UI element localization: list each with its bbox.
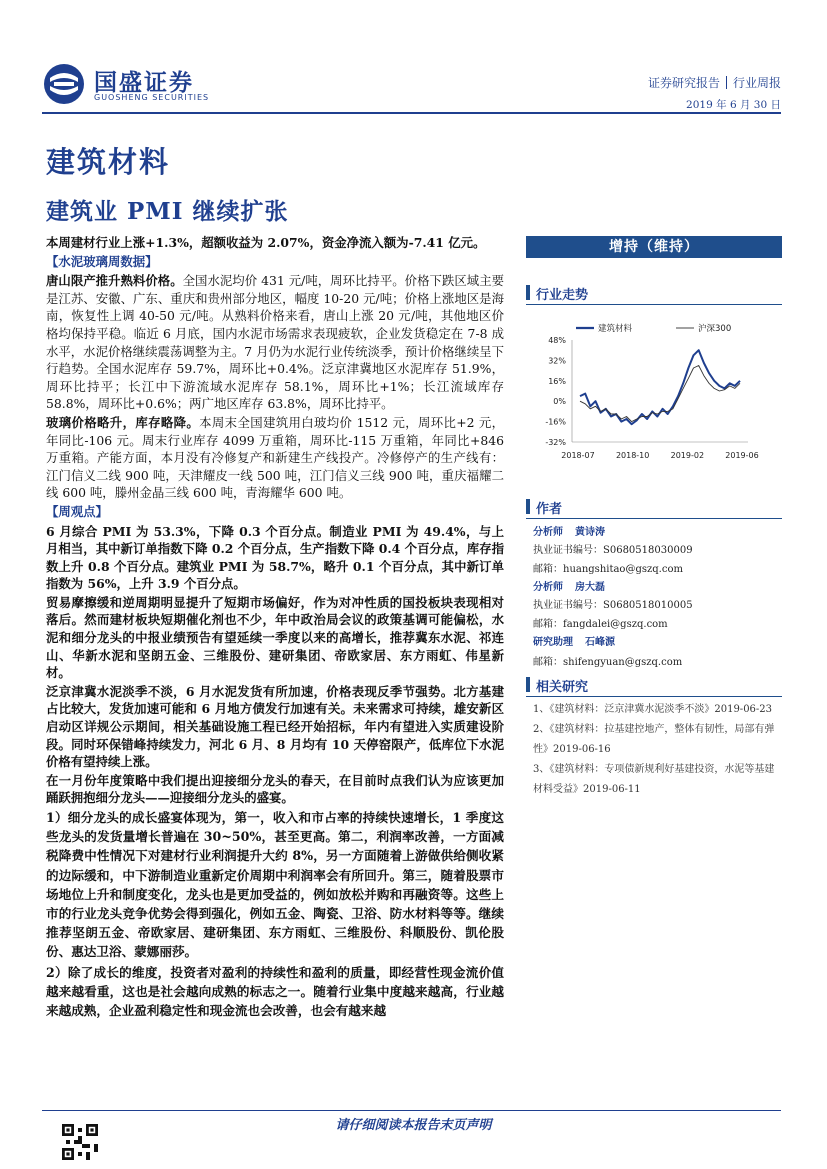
report-headline: 建筑业 PMI 继续扩张 — [46, 198, 289, 225]
y-tick-label: 0% — [553, 397, 566, 407]
industry-trend-chart — [526, 318, 782, 468]
section-view: 【周观点】 — [46, 503, 108, 519]
brand-name: 国盛证券 — [94, 69, 194, 96]
y-tick-label: -16% — [545, 417, 566, 427]
cement-text: 全国水泥均价 431 元/吨，周环比持平。价格下跌区域主要是江苏、安徽、广东、重庆和贵州部分地区，幅度 10-20 元/吨；价格上涨地区是海南，恢复性上调 40-50 元/吨。从熟料价格来看，唐山上涨 20 元/吨，其他地区价格均保持平稳。临近 6 月底，国内水泥市场需求表现疲软，企业发货稳定在 7-8 成水平，水泥价格继续震荡调整为主。7 月仍为水泥行业传统淡季，预计价格继续呈下行趋势。全国水泥库存 59.7%，周环比+0.4%。泛京津冀地区水泥库存 51.9%，周环比持平；长江中下游流域水泥库存 58.1%，周环比+1%；长江流域库存 58.8%，周环比+0.6%；两广地区库存 63.8%，周环比持平。 — [46, 273, 505, 412]
view-paragraph: 在一月份年度策略中我们提出迎接细分龙头的春天，在目前时点我们认为应该更加踊跃拥抱细分龙头——迎接细分龙头的盛宴。 — [46, 772, 504, 806]
analyst-cert: 执业证书编号：S0680518010005 — [533, 600, 693, 611]
rating-badge: 增持（维持） — [526, 236, 782, 258]
analyst-email: 邮箱：huangshitao@gszq.com — [533, 564, 683, 575]
report-type-header — [648, 74, 781, 91]
report-category: 行业周报 — [732, 76, 781, 90]
authors-header — [526, 496, 782, 519]
glass-text: 本周末全国建筑用白玻均价 1512 元，周环比+2 元，年同比-106 元。周末行业库存 4099 万重箱，周环比-115 万重箱，年同比+846 万重箱。产能方面，本月没有冷修复产和新建生产线投产。冷修停产的生产线有：江门信义二线 900 吨，天津耀皮一线 500 吨，江门信义三线 900 吨，重庆福耀二线 600 吨，滕州金晶三线 600 吨，青海耀华 600 吨。 — [46, 414, 504, 501]
analyst-block — [533, 527, 783, 576]
analyst-role: 研究助理 — [533, 637, 573, 648]
analyst-cert: 执业证书编号：S0680518030009 — [533, 545, 693, 556]
analyst-name: 石峰源 — [585, 637, 615, 648]
header-separator — [726, 76, 727, 89]
legend-label: 沪深300 — [698, 324, 732, 334]
analyst-email: 邮箱：fangdalei@gszq.com — [533, 619, 668, 630]
brand-logo — [42, 62, 242, 106]
x-tick-label: 2019-06 — [725, 451, 759, 460]
related-header — [526, 674, 782, 697]
analyst-name: 黄诗涛 — [575, 527, 605, 538]
legend-label: 建筑材料 — [598, 324, 633, 334]
related-title: 相关研究 — [536, 680, 589, 695]
footer-rule — [42, 1110, 781, 1111]
x-tick-label: 2018-07 — [561, 451, 595, 460]
view-paragraph: 2）除了成长的维度，投资者对盈利的持续性和盈利的质量，即经营性现金流价值越来越看重，这也是社会越向成熟的标志之一。随着行业集中度越来越高，行业越来越成熟，企业盈利稳定性和现金流也会改善，也会有越来越 — [46, 964, 504, 1019]
header-rule — [42, 112, 781, 114]
analyst-role: 分析师 — [533, 582, 563, 593]
view-paragraph: 1）细分龙头的成长盛宴体现为，第一，收入和市占率的持续快速增长，1 季度这些龙头的发货量增长普遍在 30~50%，甚至更高。第二，利润率改善，一方面减税降费中性情况下对建材行业利润提升大约 8%，另一方面随着上游做供给侧收紧的边际缓和，中下游制造业重新定价周期中利润率会有所回升。第三，随着股票市场地位上升和制度变化，龙头也是更加受益的，例如放松并购和再融资等。这些上市的行业龙头竞争优势会得到强化，例如五金、陶瓷、卫浴、防水材料等等。继续推荐坚朗五金、帝欧家居、建研集团、东方雨虹、三维股份、科顺股份、凯伦股份、惠达卫浴、蒙娜丽莎。 — [46, 810, 504, 960]
summary-paragraph: 本周建材行业上涨+1.3%，超额收益为 2.07%，资金净流入额为-7.41 亿元。 — [46, 235, 486, 250]
analyst-block — [533, 637, 783, 669]
cement-paragraph — [46, 272, 504, 413]
view-paragraph: 贸易摩擦缓和逆周期明显提升了短期市场偏好，作为对冲性质的国投板块表现相对落后。然而建材板块短期催化剂也不少，年中政治局会议的政策基调可能偏松，水泥和细分龙头的中报业绩预告有望延续一季度以来的高增长，推荐冀东水泥、祁连山、华新水泥和坚朗五金、三维股份、建研集团、帝欧家居、东方雨虹、伟星新材。 — [46, 594, 504, 681]
y-tick-label: -32% — [545, 438, 566, 447]
qr-code-icon — [62, 1124, 98, 1160]
cement-lead: 唐山限产推升熟料价格。 — [46, 273, 183, 289]
industry-title: 建筑材料 — [46, 145, 171, 179]
y-tick-label: 16% — [548, 376, 566, 386]
report-type: 证券研究报告 — [647, 76, 720, 90]
y-tick-label: 32% — [548, 356, 566, 366]
authors-title: 作者 — [536, 502, 563, 517]
related-item[interactable]: 3、《建筑材料：专项债新规利好基建投资，水泥等基建材料受益》2019-06-11 — [533, 764, 775, 795]
x-tick-label: 2019-02 — [670, 451, 705, 460]
main-body — [46, 234, 504, 1021]
brand-subtitle: GUOSHENG SECURITIES — [94, 93, 210, 102]
related-list — [533, 700, 783, 800]
guosheng-logo-icon — [42, 62, 86, 106]
analyst-email: 邮箱：shifengyuan@gszq.com — [533, 657, 683, 668]
analyst-block — [533, 582, 783, 631]
glass-paragraph — [46, 414, 504, 502]
analyst-name: 房大磊 — [575, 582, 605, 593]
glass-lead: 玻璃价格略升，库存略降。 — [46, 414, 200, 430]
related-item[interactable]: 1、《建筑材料：泛京津冀水泥淡季不淡》2019-06-23 — [533, 704, 773, 715]
section-cement-glass: 【水泥玻璃周数据】 — [46, 253, 158, 269]
series-line-沪深300 — [580, 366, 740, 422]
analyst-role: 分析师 — [533, 527, 563, 538]
report-date: 2019 年 6 月 30 日 — [686, 99, 781, 111]
trend-header — [526, 282, 782, 305]
related-item[interactable]: 2、《建筑材料：拉基建控地产，整体有韧性，局部有弹性》2019-06-16 — [533, 724, 775, 755]
view-paragraph: 6 月综合 PMI 为 53.3%，下降 0.3 个百分点。制造业 PMI 为 49.4%，与上月相当，其中新订单指数下降 0.2 个百分点，生产指数下降 0.4 个百分点，库存指数上升 0.8 个百分点。建筑业 PMI 为 58.7%，略升 0.1 个百分点，其中新订单指数为 56%，上升 3.9 个百分点。 — [46, 523, 504, 592]
footer-disclaimer: 请仔细阅读本报告末页声明 — [335, 1118, 492, 1133]
x-tick-label: 2018-10 — [615, 451, 650, 460]
view-paragraph: 泛京津冀水泥淡季不淡，6 月水泥发货有所加速，价格表现反季节强势。北方基建占比较大，发货加速可能和 6 月地方债发行加速有关。未来需求可持续，雄安新区启动区详规公示期间，相关基础设施工程已经开始招标，年内有望进入实质建设阶段。同时环保错峰持续发力，河北 6 月、8 月均有 10 天停窑限产，低库位下水泥价格有望持续上涨。 — [46, 683, 504, 770]
trend-title: 行业走势 — [536, 288, 589, 303]
y-tick-label: 48% — [548, 336, 566, 345]
